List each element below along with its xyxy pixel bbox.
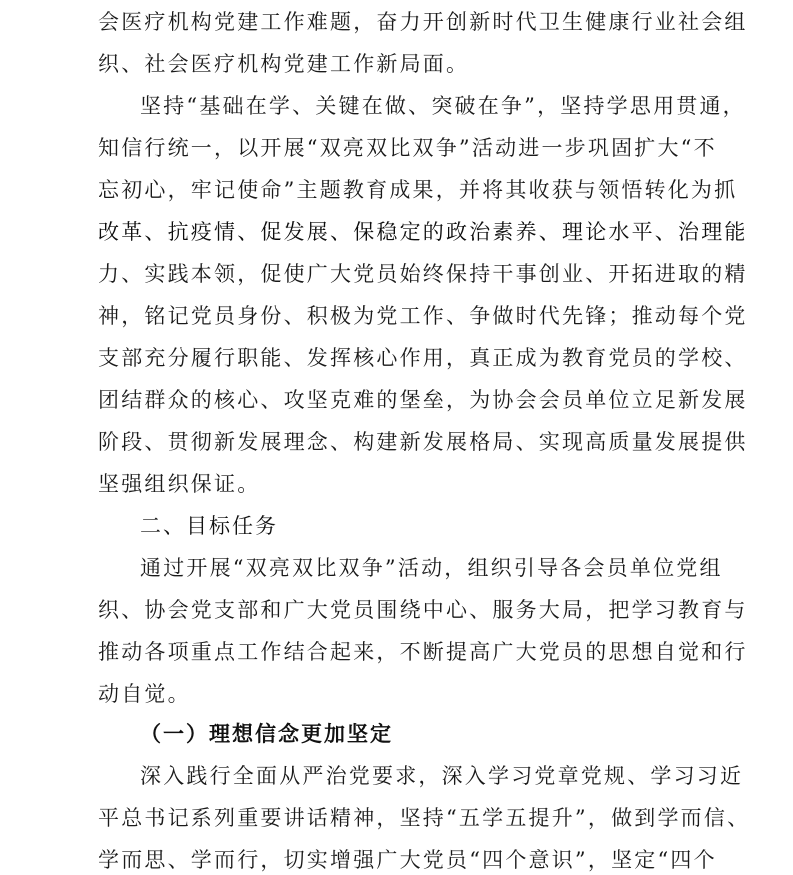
paragraph-line: 神，铭记党员身份、积极为党工作、争做时代先锋；推动每个党 <box>98 304 748 328</box>
paragraph-line: 阶段、贯彻新发展理念、构建新发展格局、实现高质量发展提供 <box>98 430 748 454</box>
paragraph-line: 织、社会医疗机构党建工作新局面。 <box>98 52 470 76</box>
paragraph-line: 织、协会党支部和广大党员围绕中心、服务大局，把学习教育与 <box>98 598 748 622</box>
paragraph-line: 动自觉。 <box>98 682 191 706</box>
paragraph-line: 忘初心，牢记使命”主题教育成果，并将其收获与领悟转化为抓 <box>98 178 738 202</box>
paragraph-line: 力、实践本领，促使广大党员始终保持干事创业、开拓进取的精 <box>98 262 748 286</box>
paragraph-line: 支部充分履行职能、发挥核心作用，真正成为教育党员的学校、 <box>98 346 748 370</box>
paragraph-line: 改革、抗疫情、促发展、保稳定的政治素养、理论水平、治理能 <box>98 220 748 244</box>
paragraph-line: 坚持“基础在学、关键在做、突破在争”，坚持学思用贯通， <box>140 94 746 118</box>
paragraph-line: 深入践行全面从严治党要求，深入学习党章党规、学习习近 <box>140 764 744 788</box>
paragraph-line: 会医疗机构党建工作难题，奋力开创新时代卫生健康行业社会组 <box>98 10 748 34</box>
paragraph-line: 平总书记系列重要讲话精神，坚持“五学五提升”，做到学而信、 <box>98 806 751 830</box>
paragraph-line: 推动各项重点工作结合起来，不断提高广大党员的思想自觉和行 <box>98 640 748 664</box>
paragraph-line: 通过开展“双亮双比双争”活动，组织引导各会员单位党组 <box>140 556 723 580</box>
subsection-heading: （一）理想信念更加坚定 <box>140 722 393 746</box>
paragraph-line: 知信行统一，以开展“双亮双比双争”活动进一步巩固扩大“不 <box>98 136 717 160</box>
paragraph-line: 学而思、学而行，切实增强广大党员“四个意识”，坚定“四个 <box>98 848 717 872</box>
paragraph-line: 团结群众的核心、攻坚克难的堡垒，为协会会员单位立足新发展 <box>98 388 748 412</box>
section-heading: 二、目标任务 <box>140 514 278 538</box>
paragraph-line: 坚强组织保证。 <box>98 472 261 496</box>
